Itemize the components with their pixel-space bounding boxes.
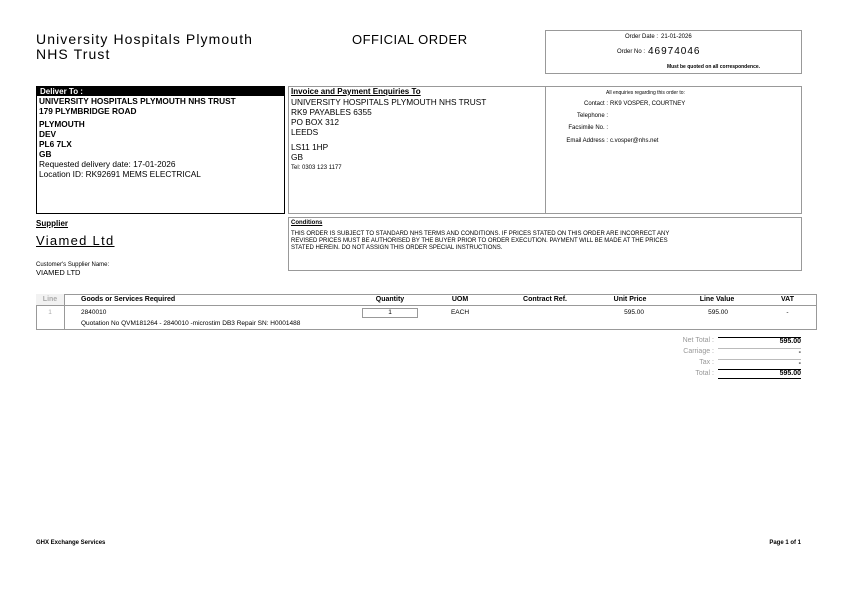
order-no-label: Order No :	[616, 49, 645, 55]
invoice-name: UNIVERSITY HOSPITALS PLYMOUTH NHS TRUST	[291, 97, 487, 107]
organisation-name-line1: University Hospitals Plymouth	[36, 31, 254, 47]
conditions-box	[288, 217, 802, 271]
invoice-line2: RK9 PAYABLES 6355	[291, 106, 372, 117]
deliver-to-heading: Deliver To :	[37, 87, 284, 96]
total-label: Total :	[695, 370, 714, 377]
organisation-name-line2: NHS Trust	[36, 46, 111, 62]
carriage-label: Carriage :	[683, 348, 714, 355]
order-date-label: Order Date :	[624, 34, 658, 40]
invoice-box	[288, 86, 546, 214]
row-quantity: 1	[362, 308, 418, 318]
contact-label: Contact :	[583, 101, 608, 107]
deliver-street: 179 PLYMBRIDGE ROAD	[39, 105, 137, 116]
tax-value: -	[718, 359, 801, 368]
deliver-postcode: PL6 7LX	[39, 138, 72, 149]
conditions-line3: STATED HEREIN. DO NOT ASSIGN THIS ORDER SPECIAL INSTRUCTIONS.	[291, 245, 503, 252]
net-total-label: Net Total :	[682, 337, 714, 344]
footer-provider: GHX Exchange Services	[36, 540, 106, 546]
email-value: c.vosper@nhs.net	[610, 138, 659, 144]
customer-supplier-label: Customer's Supplier Name:	[36, 262, 110, 268]
line-col-divider	[64, 294, 65, 330]
net-total-value: 595.00	[718, 337, 801, 346]
deliver-country: GB	[39, 148, 52, 159]
deliver-city: PLYMOUTH	[39, 118, 85, 129]
enquiries-note: All enquiries regarding this order to:	[606, 90, 685, 96]
deliver-name: UNIVERSITY HOSPITALS PLYMOUTH NHS TRUST	[39, 96, 236, 106]
invoice-line4: LEEDS	[291, 126, 319, 137]
row-uom: EACH	[450, 309, 470, 316]
document-title: OFFICIAL ORDER	[352, 32, 468, 47]
order-date-value: 21-01-2026	[661, 34, 692, 40]
conditions-line1: THIS ORDER IS SUBJECT TO STANDARD NHS TERMS AND CONDITIONS. IF PRICES STATED ON THIS ORDER ARE INCORRECT ANY	[291, 231, 670, 237]
supplier-name: Viamed Ltd	[36, 233, 115, 248]
invoice-heading: Invoice and Payment Enquiries To	[291, 87, 421, 96]
invoice-line3: PO BOX 312	[291, 116, 339, 127]
supplier-heading: Supplier	[36, 219, 69, 228]
quote-note: Must be quoted on all correspondence.	[666, 64, 761, 70]
col-header-uom: UOM	[451, 296, 469, 303]
invoice-tel: Tel: 0303 123 1177	[291, 164, 342, 171]
col-header-line: Line	[42, 296, 58, 303]
organisation-name	[36, 32, 253, 62]
location-id: Location ID: RK92691 MEMS ELECTRICAL	[39, 168, 201, 179]
invoice-postcode: LS11 1HP	[291, 141, 329, 152]
row-unit-price: 595.00	[624, 309, 644, 316]
row-line-number: 1	[48, 309, 52, 316]
enquiries-box	[545, 86, 802, 214]
invoice-address	[291, 98, 486, 172]
col-header-goods: Goods or Services Required	[81, 296, 176, 303]
conditions-text	[291, 231, 669, 253]
deliver-county: DEV	[39, 128, 57, 139]
row-line-value: 595.00	[708, 309, 728, 316]
order-no-value: 46974046	[648, 46, 701, 57]
col-header-line-value: Line Value	[699, 296, 735, 303]
tax-label: Tax :	[699, 359, 714, 366]
deliver-to-box	[36, 86, 285, 214]
row-item-description: Quotation No QVM181264 - 2840010 -microstim DB3 Repair SN: H0001488	[81, 320, 301, 327]
col-header-unit-price: Unit Price	[613, 296, 647, 303]
col-header-quantity: Quantity	[375, 296, 405, 303]
invoice-country: GB	[291, 151, 303, 162]
customer-supplier-name: VIAMED LTD	[36, 268, 81, 277]
order-info-box	[545, 30, 802, 74]
email-label: Email Address :	[566, 138, 608, 144]
contact-value: RK9 VOSPER, COURTNEY	[610, 101, 686, 107]
telephone-label: Telephone :	[576, 113, 608, 119]
conditions-heading: Conditions	[291, 220, 323, 226]
table-header-divider	[36, 305, 817, 306]
row-vat: -	[786, 309, 789, 316]
footer-page-number: Page 1 of 1	[769, 540, 801, 546]
deliver-to-address	[39, 97, 236, 180]
requested-delivery-date: Requested delivery date: 17-01-2026	[39, 158, 176, 169]
carriage-value: -	[718, 348, 801, 357]
conditions-line2: REVISED PRICES MUST BE AUTHORISED BY THE BUYER PRIOR TO ORDER EXECUTION. PAYMENT WILL BE MADE AT THE PRICES	[291, 238, 668, 245]
col-header-contract: Contract Ref.	[523, 296, 567, 303]
total-value: 595.00	[718, 369, 801, 379]
row-item-code: 2840010	[81, 309, 107, 316]
facsimile-label: Facsimile No. :	[568, 125, 608, 131]
col-header-vat: VAT	[781, 296, 794, 303]
